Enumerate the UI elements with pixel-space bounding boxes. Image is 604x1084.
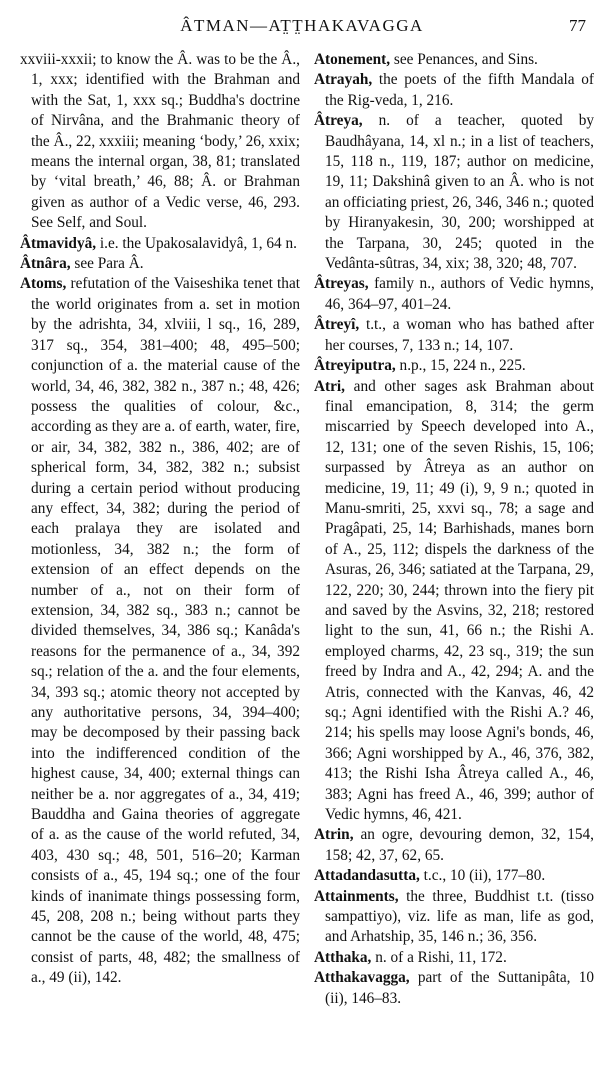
entry-text: see Penances, and Sins. (390, 51, 538, 68)
entry-headword: Atthaka, (314, 948, 372, 966)
index-columns (20, 50, 594, 1080)
entry-text: t.c., 10 (ii), 177–80. (419, 867, 546, 885)
entry-headword: Âtreya, (314, 112, 363, 130)
right-column (314, 50, 594, 1080)
entry-text: n. of a teacher, quoted by Baudhâyana, 14, xl n.; in a list of teachers, 15, 118 n., 119, 187; author on medicine, 19, 11; Dakshinâ given to an Â. who is not an officiating priest, 26, 346, 346 n.; quoted by Hiranyakesin, 30, 200; worshipped at the Tarpana, 30, 245; quoted in the Vedânta-sûtras, 34, xix; 38, 320; 48, 707. (325, 112, 594, 273)
index-entry (20, 234, 300, 254)
entry-text: xxviii-xxxii; to know the Â. was to be the Â., 1, xxx; identified with the Brahman and with the Sat, 1, xxx sq.; Buddha's doctrine of Nirvâna, and the Brahmanic theory of the Â., 22, xxxiii; meaning ‘body,’ 26, xxix; means the internal organ, 38, 81; translated by ‘vital breath,’ 46, 88; Â. or Brahman given as author of a Vedic verse, 46, 293. See Self, and Soul. (20, 51, 300, 232)
index-entry (314, 274, 594, 315)
entry-headword: Âtnâra, (20, 255, 71, 273)
entry-text: an ogre, devouring demon, 32, 154, 158; 42, 37, 62, 65. (325, 826, 594, 864)
entry-headword: Âtmavidyâ, (20, 234, 97, 252)
entry-headword: Âtreyiputra, (314, 357, 396, 375)
index-entry (20, 50, 300, 234)
index-entry (314, 887, 594, 948)
index-entry (314, 377, 594, 826)
entry-text: refutation of the Vaiseshika tenet that the world originates from a. set in motion by the adrishta, 34, xlviii, l sq., 16, 289, 317 sq., 354, 381–400; 48, 495–500; conjunction of a. the material cause of the world, 34, 46, 382, 382 n., 387 n.; 48, 426; possess the qualities of colour, &c., according as they are a. of earth, water, fire, or air, 34, 382, 382 n., 386, 402; are of spherical form, 34, 382, 382 n.; subsist during a certain period without producing any effect, 34, 382; during the period of each pralaya they are isolated and motionless, 34, 382 n.; the form of extension of an effect depends on the number of a., not on their form of extension, 34, 382 sq., 383 n.; cannot be divided themselves, 34, 386 sq.; Kanâda's reasons for the permanence of a., 34, 392 sq.; relation of the a. and the four elements, 34, 393 sq.; atomic theory not accepted by any authoritative persons, 34, 394–400; may be decomposed by their passing back into the indifferenced condition of the highest cause, 34, 400; external things can neither be a. nor aggregates of a., 34, 419; Bauddha and Gaina theories of aggregate of a. as the cause of the world refuted, 34, 403, 430 sq.; 48, 501, 516–20; Karman consists of a., 45, 194 sq.; one of the four kinds of inanimate things possessing form, 45, 208, 208 n.; being without parts they cannot be the cause of the world, 48, 475; consist of parts, 48, 482; the smallness of a., 49 (ii), 142. (31, 275, 300, 987)
index-entry (20, 254, 300, 274)
index-entry (314, 948, 594, 968)
index-entry (314, 50, 594, 70)
page-number: 77 (569, 16, 586, 35)
entry-headword: Atoms, (20, 275, 67, 293)
left-column (20, 50, 300, 1080)
entry-text: t.t., a woman who has bathed after her courses, 7, 133 n.; 14, 107. (325, 316, 594, 354)
index-entry (314, 866, 594, 886)
entry-headword: Atonement, (314, 51, 391, 68)
running-head: ÂTMAN—AT̤T̤HAKAVAGGA (180, 16, 424, 35)
entry-text: i.e. the Upakosalavidyâ, 1, 64 n. (96, 234, 297, 252)
index-entry (314, 968, 594, 1009)
entry-text: part of the Suttanipâta, 10 (ii), 146–83. (325, 969, 594, 1007)
entry-text: the three, Buddhist t.t. (tisso sampattiyo), viz. life as man, life as god, and Arhatship, 35, 146 n.; 36, 356. (325, 887, 594, 946)
entry-text: family n., authors of Vedic hymns, 46, 364–97, 401–24. (325, 275, 594, 313)
index-entry (314, 70, 594, 111)
entry-headword: Atrayah, (314, 71, 373, 89)
entry-text: n.p., 15, 224 n., 225. (395, 357, 526, 375)
index-entry (314, 825, 594, 866)
entry-headword: Atthakavagga, (314, 969, 410, 987)
entry-headword: Attadandasutta, (314, 867, 420, 885)
entry-headword: Attainments, (314, 887, 399, 905)
index-entry (20, 274, 300, 988)
entry-text: the poets of the fifth Mandala of the Rig-veda, 1, 216. (325, 71, 594, 109)
index-entry (314, 111, 594, 274)
entry-text: n. of a Rishi, 11, 172. (371, 948, 507, 966)
entry-text: and other sages ask Brahman about final emancipation, 8, 314; the germ miscarried by Speech developed into A., 12, 131; one of the seven Rishis, 15, 106; surpassed by Âtreya as an author on medicine, 19, 11; 49 (i), 9, 9 n.; quoted in Manu-smriti, 25, xxvi sq., 78; a sage and Pragâpati, 25, 14; Barhishads, manes born of A., 25, 112; dispels the darkness of the Asuras, 26, 346; satiated at the Tarpana, 29, 122, 220; 30, 244; thrown into the fiery pit and saved by the Asvins, 32, 218; restored light to the sun, 41, 66 n.; the Rishi A. employed charms, 42, 23 sq., 319; the sun freed by Indra and A., 42, 294; A. and the Atris, connected with the Kanvas, 46, 42 sq.; Agni identified with the Rishi A.? 46, 214; his spells may loose Agni's bonds, 46, 366; Agni worshipped by A., 46, 376, 382, 413; the Rishi Isha Âtreya called A., 46, 383; Agni has freed A., 46, 399; author of Vedic hymns, 46, 421. (325, 377, 594, 824)
entry-headword: Atri, (314, 377, 346, 395)
entry-headword: Atrin, (314, 826, 354, 844)
entry-text: see Para Â. (70, 255, 144, 273)
index-entry (314, 356, 594, 376)
page-header (0, 14, 604, 38)
entry-headword: Âtreyas, (314, 275, 369, 293)
index-entry (314, 315, 594, 356)
entry-headword: Âtreyî, (314, 316, 360, 334)
